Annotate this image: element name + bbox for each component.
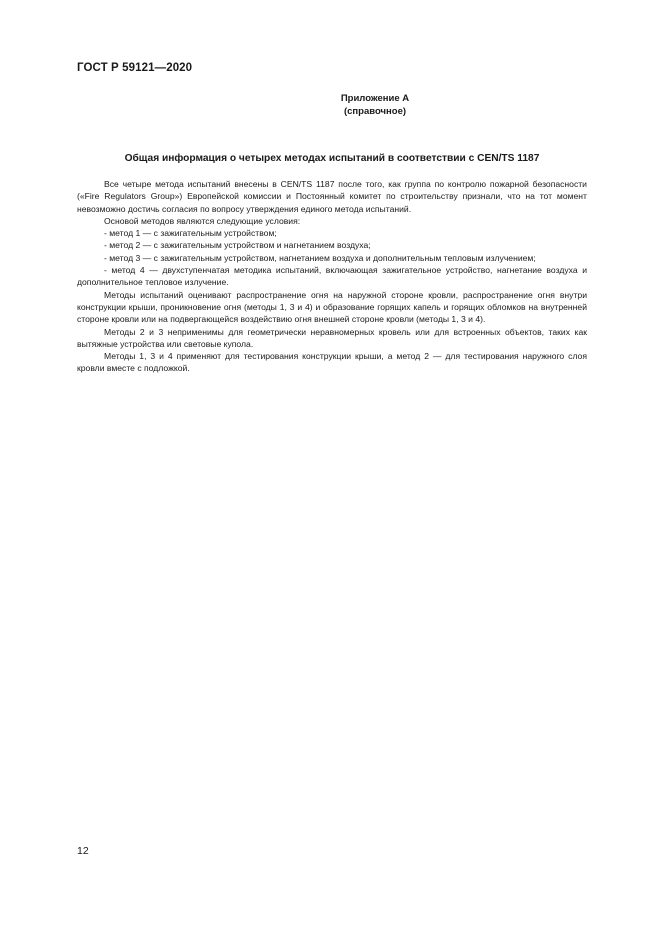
list-item-method-1: - метод 1 — с зажигательным устройством; [104, 228, 277, 239]
page-number: 12 [77, 845, 89, 857]
paragraph-intro: Все четыре метода испытаний внесены в CEN/TS 1187 после того, как группа по контролю пожарной безопасности («Fire Regulators Group») Европейской комиссии и Постоянный комитет по строительству признали, что на тот момент невозможно достичь согласия по вопросу утверждения единого метода испытаний. [77, 179, 587, 214]
list-item-method-3: - метод 3 — с зажигательным устройством, нагнетанием воздуха и дополнительным тепловым излучением; [104, 252, 536, 263]
annex-title: Приложение А [340, 93, 410, 104]
paragraph-conditions: Основой методов являются следующие условия: [104, 215, 301, 226]
paragraph-application: Методы 1, 3 и 4 применяют для тестирования конструкции крыши, а метод 2 — для тестирования наружного слоя кровли вместе с подложкой. [77, 351, 587, 374]
body-text [77, 178, 587, 375]
list-item-method-4: - метод 4 — двухступенчатая методика испытаний, включающая зажигательное устройство, нагнетание воздуха и дополнительное тепловое излучение. [77, 265, 587, 288]
paragraph-assessment: Методы испытаний оценивают распространение огня на наружной стороне кровли, распространение огня внутри конструкции крыши, проникновение огня (методы 1, 3 и 4) и образование горящих капель и горящих обломков на внутренней стороне кровли или на подвергающейся воздействию огня внешней стороне кровли (методы 1, 3 и 4). [77, 289, 587, 325]
annex-subtitle: (справочное) [343, 106, 407, 117]
document-code: ГОСТ Р 59121—2020 [77, 62, 193, 74]
paragraph-limitations: Методы 2 и 3 неприменимы для геометрически неравномерных кровель или для встроенных объектов, таких как вытяжные устройства или световые купола. [77, 326, 587, 349]
list-item-method-2: - метод 2 — с зажигательным устройством и нагнетанием воздуха; [104, 240, 371, 251]
section-heading: Общая информация о четырех методах испытаний в соответствии с CEN/TS 1187 [124, 153, 540, 164]
